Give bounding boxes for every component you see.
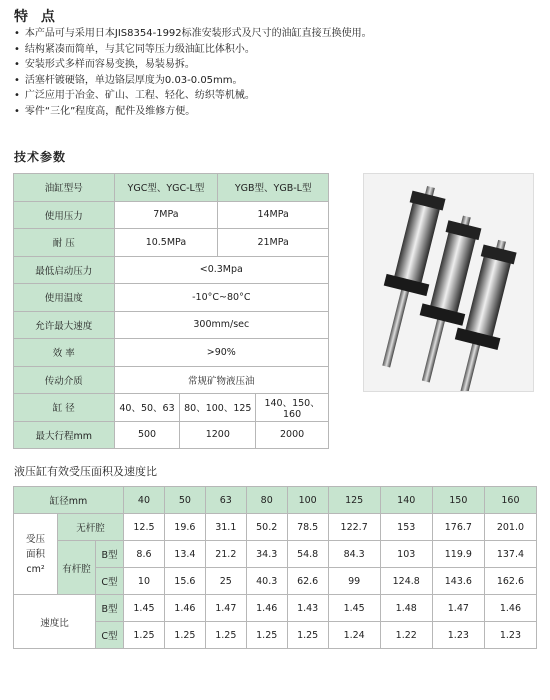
cell: 10.5MPa bbox=[114, 229, 218, 257]
features-title: 特 点 bbox=[14, 9, 59, 25]
feature-item: • 安装形式多样而容易变换，易装易拆。 bbox=[14, 57, 372, 73]
bore-value: 63 bbox=[205, 487, 246, 514]
speed-ratio-c-value: 1.25 bbox=[246, 622, 287, 649]
rod-area-c-value: 15.6 bbox=[164, 568, 205, 595]
b-type-label: B型 bbox=[96, 595, 124, 622]
tech-params-table bbox=[13, 173, 329, 449]
rod-area-b-value: 137.4 bbox=[484, 541, 536, 568]
speed-ratio-b-value: 1.46 bbox=[246, 595, 287, 622]
rodless-label: 无杆腔 bbox=[58, 514, 124, 541]
rod-area-c-value: 40.3 bbox=[246, 568, 287, 595]
bore-header-label: 缸径mm bbox=[14, 487, 124, 514]
speed-ratio-b-value: 1.47 bbox=[432, 595, 484, 622]
row-label: 效 率 bbox=[14, 339, 115, 367]
row-label: 允许最大速度 bbox=[14, 311, 115, 339]
ygc-type: YGC型、YGC-L型 bbox=[114, 174, 218, 202]
speed-ratio-b-value: 1.48 bbox=[380, 595, 432, 622]
speed-ratio-b-value: 1.47 bbox=[205, 595, 246, 622]
cell: 常规矿物液压油 bbox=[114, 366, 328, 394]
bore-value: 140 bbox=[380, 487, 432, 514]
row-label: 耐 压 bbox=[14, 229, 115, 257]
cell: 80、100、125 bbox=[180, 394, 256, 422]
area-label-line: cm² bbox=[26, 563, 45, 575]
speed-ratio-b-value: 1.46 bbox=[484, 595, 536, 622]
rod-area-b-value: 13.4 bbox=[164, 541, 205, 568]
cell: 21MPa bbox=[218, 229, 329, 257]
bore-value: 80 bbox=[246, 487, 287, 514]
row-label: 传动介质 bbox=[14, 366, 115, 394]
row-label: 最低启动压力 bbox=[14, 256, 115, 284]
cell: -10°C~80°C bbox=[114, 284, 328, 312]
area-label-line: 受压 bbox=[25, 533, 45, 545]
speed-ratio-c-value: 1.25 bbox=[124, 622, 165, 649]
cell: 300mm/sec bbox=[114, 311, 328, 339]
b-type-label: B型 bbox=[96, 541, 124, 568]
cell: 7MPa bbox=[114, 201, 218, 229]
rod-area-b-value: 8.6 bbox=[124, 541, 165, 568]
row-label: 油缸型号 bbox=[14, 174, 115, 202]
speed-ratio-c-value: 1.22 bbox=[380, 622, 432, 649]
speed-ratio-c-value: 1.25 bbox=[287, 622, 328, 649]
feature-item: • 广泛应用于冶金、矿山、工程、轻化、纺织等机械。 bbox=[14, 88, 372, 104]
features-list bbox=[14, 26, 372, 119]
rodless-area-value: 50.2 bbox=[246, 514, 287, 541]
rodless-area-value: 176.7 bbox=[432, 514, 484, 541]
speed-ratio-c-value: 1.25 bbox=[205, 622, 246, 649]
rodless-area-value: 12.5 bbox=[124, 514, 165, 541]
rod-label: 有杆腔 bbox=[58, 541, 96, 595]
area-speed-table bbox=[13, 486, 537, 649]
row-label: 使用温度 bbox=[14, 284, 115, 312]
rod-area-b-value: 21.2 bbox=[205, 541, 246, 568]
speed-ratio-b-value: 1.45 bbox=[124, 595, 165, 622]
speed-ratio-b-value: 1.45 bbox=[328, 595, 380, 622]
rod-area-b-value: 84.3 bbox=[328, 541, 380, 568]
cell: >90% bbox=[114, 339, 328, 367]
row-label: 使用压力 bbox=[14, 201, 115, 229]
rod-area-c-value: 162.6 bbox=[484, 568, 536, 595]
bore-value: 160 bbox=[484, 487, 536, 514]
cell: <0.3Mpa bbox=[114, 256, 328, 284]
bore-value: 150 bbox=[432, 487, 484, 514]
area-label bbox=[14, 514, 58, 595]
cylinder-product-photo bbox=[363, 173, 534, 392]
bore-value: 50 bbox=[164, 487, 205, 514]
speed-ratio-label: 速度比 bbox=[14, 595, 96, 649]
tech-title: 技术参数 bbox=[14, 150, 67, 164]
bore-value: 100 bbox=[287, 487, 328, 514]
rod-area-b-value: 119.9 bbox=[432, 541, 484, 568]
rod-area-c-value: 10 bbox=[124, 568, 165, 595]
area-subtitle: 液压缸有效受压面积及速度比 bbox=[14, 465, 157, 478]
cell: 140、150、160 bbox=[256, 394, 329, 422]
rod-area-c-value: 124.8 bbox=[380, 568, 432, 595]
rodless-area-value: 201.0 bbox=[484, 514, 536, 541]
rod-area-b-value: 103 bbox=[380, 541, 432, 568]
rod-area-c-value: 143.6 bbox=[432, 568, 484, 595]
speed-ratio-c-value: 1.23 bbox=[432, 622, 484, 649]
rod-area-c-value: 25 bbox=[205, 568, 246, 595]
speed-ratio-c-value: 1.25 bbox=[164, 622, 205, 649]
c-type-label: C型 bbox=[96, 622, 124, 649]
speed-ratio-c-value: 1.24 bbox=[328, 622, 380, 649]
rodless-area-value: 31.1 bbox=[205, 514, 246, 541]
cell: 500 bbox=[114, 421, 180, 449]
rod-area-c-value: 62.6 bbox=[287, 568, 328, 595]
hydraulic-cylinders-image bbox=[364, 174, 533, 391]
cell: 1200 bbox=[180, 421, 256, 449]
bore-value: 125 bbox=[328, 487, 380, 514]
cell: 14MPa bbox=[218, 201, 329, 229]
ygb-type: YGB型、YGB-L型 bbox=[218, 174, 329, 202]
rodless-area-value: 122.7 bbox=[328, 514, 380, 541]
cell: 2000 bbox=[256, 421, 329, 449]
rodless-area-value: 19.6 bbox=[164, 514, 205, 541]
rod-area-b-value: 34.3 bbox=[246, 541, 287, 568]
feature-item: • 活塞杆镀硬铬，单边铬层厚度为0.03-0.05mm。 bbox=[14, 73, 372, 89]
rod-area-c-value: 99 bbox=[328, 568, 380, 595]
speed-ratio-c-value: 1.23 bbox=[484, 622, 536, 649]
rod-area-b-value: 54.8 bbox=[287, 541, 328, 568]
speed-ratio-b-value: 1.46 bbox=[164, 595, 205, 622]
row-label: 最大行程mm bbox=[14, 421, 115, 449]
feature-item: • 零件“三化”程度高，配件及维修方便。 bbox=[14, 104, 372, 120]
feature-item: • 本产品可与采用日本JIS8354-1992标准安装形式及尺寸的油缸直接互换使用。 bbox=[14, 26, 372, 42]
feature-item: • 结构紧凑而简单，与其它同等压力级油缸比体积小。 bbox=[14, 42, 372, 58]
speed-ratio-b-value: 1.43 bbox=[287, 595, 328, 622]
rodless-area-value: 153 bbox=[380, 514, 432, 541]
area-label-line: 面积 bbox=[25, 548, 45, 560]
c-type-label: C型 bbox=[96, 568, 124, 595]
rodless-area-value: 78.5 bbox=[287, 514, 328, 541]
row-label: 缸 径 bbox=[14, 394, 115, 422]
bore-value: 40 bbox=[124, 487, 165, 514]
cell: 40、50、63 bbox=[114, 394, 180, 422]
